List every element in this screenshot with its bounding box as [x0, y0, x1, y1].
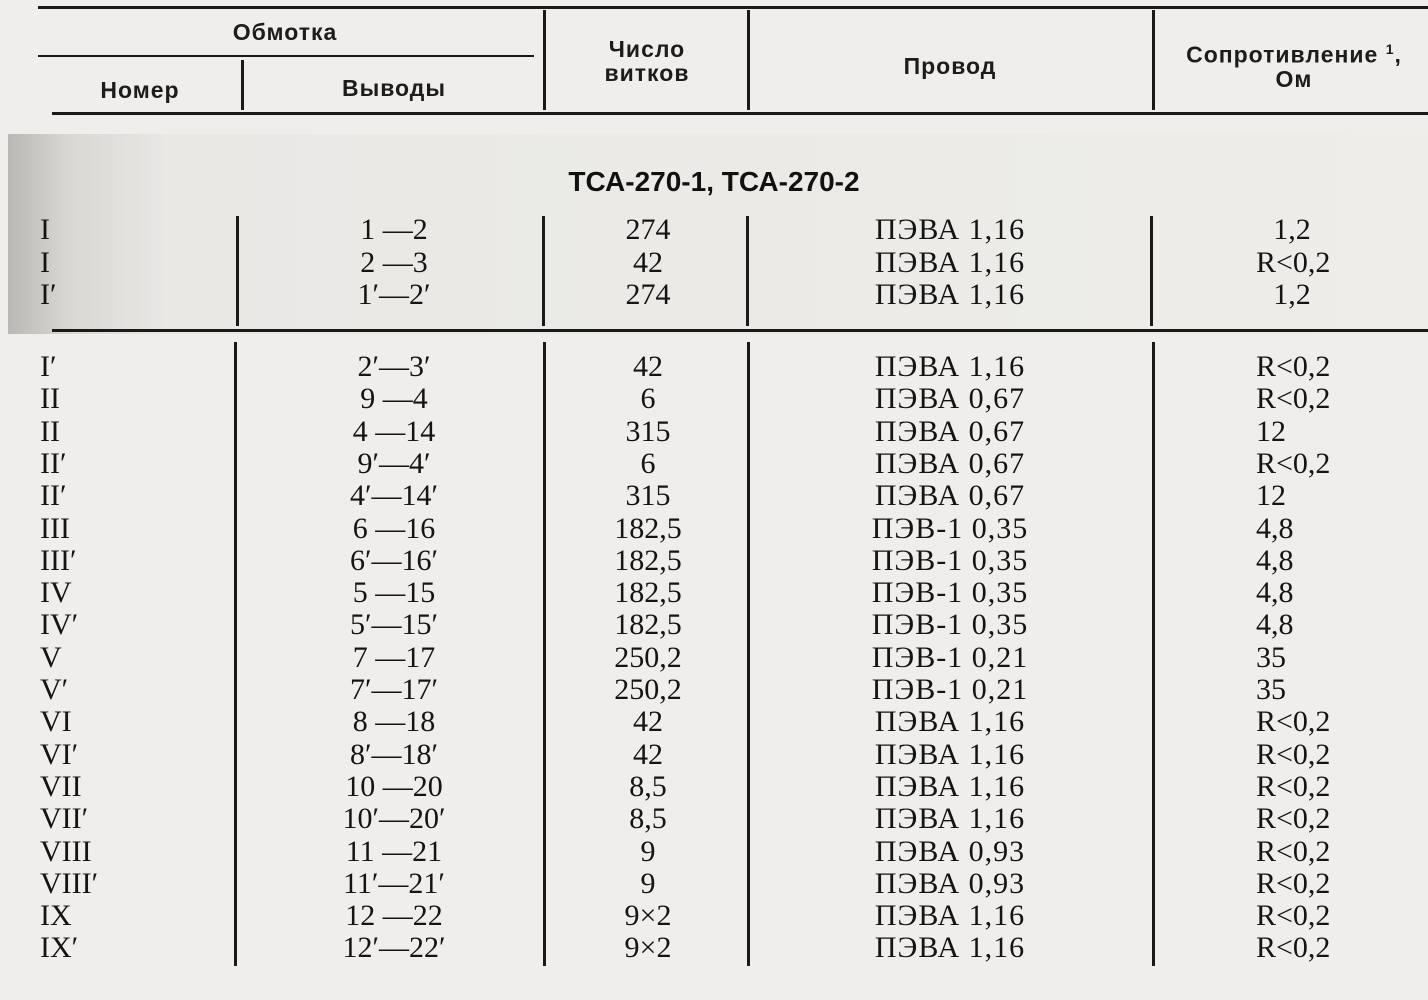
header-divider-wire [1152, 10, 1155, 110]
pins-cell: 1 —2 [360, 213, 428, 246]
pins-cell: 5′—15′ [349, 608, 439, 641]
resistance-cell: R<0,2 [1256, 738, 1331, 771]
table-row [0, 247, 1428, 279]
turns-cell: 8,5 [629, 770, 667, 803]
wire-cell: ПЭВА 1,16 [874, 770, 1026, 803]
turns-cell: 182,5 [614, 544, 682, 577]
wire-cell: ПЭВА 0,67 [874, 415, 1026, 448]
turns-cell: 42 [633, 350, 663, 383]
resistance-cell: R<0,2 [1256, 246, 1331, 279]
pins-cell: 4′—14′ [349, 479, 439, 512]
winding-number-cell: IX′ [40, 931, 79, 964]
wire-cell: ПЭВА 1,16 [874, 899, 1026, 932]
wire-cell: ПЭВА 1,16 [874, 278, 1026, 311]
pins-cell: 11 —21 [345, 835, 443, 868]
winding-number-cell: VII [40, 770, 82, 803]
wire-cell: ПЭВА 0,67 [874, 479, 1026, 512]
winding-number-cell: I′ [40, 278, 57, 311]
pins-cell: 2 —3 [360, 246, 428, 279]
pins-cell: 2′—3′ [357, 350, 431, 383]
wire-cell: ПЭВ-1 0,35 [871, 608, 1029, 641]
pins-cell: 12 —22 [345, 899, 443, 932]
header-resistance-line2: Ом [1275, 65, 1313, 92]
resistance-cell: 12 [1256, 479, 1286, 512]
table-row [0, 279, 1428, 311]
winding-number-cell: VII′ [40, 802, 89, 835]
pins-cell: 6 —16 [352, 512, 436, 545]
winding-number-cell: V [40, 641, 62, 674]
table-row [0, 383, 1428, 415]
turns-cell: 315 [625, 415, 671, 448]
turns-cell: 42 [633, 246, 663, 279]
turns-cell: 42 [633, 705, 663, 738]
turns-cell: 8,5 [629, 802, 667, 835]
winding-number-cell: VI [40, 705, 72, 738]
wire-cell: ПЭВ-1 0,21 [871, 641, 1029, 674]
pins-cell: 6′—16′ [349, 544, 439, 577]
resistance-cell: 12 [1256, 415, 1286, 448]
section-title: ТСА-270-1, ТСА-270-2 [568, 166, 860, 197]
winding-rule [38, 55, 534, 57]
pins-cell: 8′—18′ [349, 738, 439, 771]
resistance-cell: R<0,2 [1256, 802, 1331, 835]
turns-cell: 9 [640, 835, 656, 868]
header-winding: Обмотка [232, 19, 338, 45]
pins-cell: 4 —14 [352, 415, 436, 448]
table-row [0, 577, 1428, 609]
table-row [0, 868, 1428, 900]
header-divider-winding [543, 10, 546, 110]
pins-cell: 8 —18 [352, 705, 436, 738]
table-row [0, 214, 1428, 246]
wire-cell: ПЭВА 0,93 [874, 835, 1026, 868]
pins-cell: 12′—22′ [342, 931, 446, 964]
resistance-cell: R<0,2 [1256, 770, 1331, 803]
wire-cell: ПЭВ-1 0,35 [871, 512, 1029, 545]
pins-cell: 9′—4′ [357, 447, 431, 480]
winding-number-cell: IX [40, 899, 72, 932]
resistance-cell: R<0,2 [1256, 447, 1331, 480]
table-row [0, 739, 1428, 771]
wire-cell: ПЭВА 0,93 [874, 867, 1026, 900]
table-row [0, 609, 1428, 641]
turns-cell: 315 [625, 479, 671, 512]
table-row [0, 513, 1428, 545]
wire-cell: ПЭВА 1,16 [874, 213, 1026, 246]
turns-cell: 274 [625, 213, 671, 246]
table-row [0, 706, 1428, 738]
turns-cell: 182,5 [614, 576, 682, 609]
table-row [0, 642, 1428, 674]
winding-number-cell: I′ [40, 350, 57, 383]
resistance-cell: R<0,2 [1256, 835, 1331, 868]
turns-cell: 9 [640, 867, 656, 900]
turns-cell: 182,5 [614, 512, 682, 545]
wire-cell: ПЭВ-1 0,35 [871, 544, 1029, 577]
header-resistance-note: 1 [1385, 41, 1395, 57]
turns-cell: 274 [625, 278, 671, 311]
wire-cell: ПЭВ-1 0,21 [871, 673, 1029, 706]
header-number: Номер [100, 77, 180, 103]
winding-number-cell: V′ [40, 673, 69, 706]
resistance-cell: 4,8 [1256, 576, 1294, 609]
wire-cell: ПЭВ-1 0,35 [871, 576, 1029, 609]
turns-cell: 42 [633, 738, 663, 771]
header-pins: Выводы [341, 75, 447, 101]
wire-cell: ПЭВА 1,16 [874, 350, 1026, 383]
wire-cell: ПЭВА 1,16 [874, 931, 1026, 964]
resistance-cell: R<0,2 [1256, 350, 1331, 383]
turns-cell: 6 [640, 447, 656, 480]
header-resistance-line1: Сопротивление [1186, 41, 1379, 68]
pins-cell: 9 —4 [360, 382, 428, 415]
turns-cell: 250,2 [614, 673, 682, 706]
resistance-cell: R<0,2 [1256, 705, 1331, 738]
header-turns-line2: витков [604, 60, 690, 86]
winding-number-cell: IV′ [40, 608, 79, 641]
table-row [0, 448, 1428, 480]
resistance-cell: 35 [1256, 673, 1286, 706]
turns-cell: 9×2 [624, 931, 672, 964]
turns-cell: 6 [640, 382, 656, 415]
header-wire: Провод [903, 53, 997, 79]
resistance-cell: 1,2 [1273, 278, 1311, 311]
header-bottom-rule [52, 112, 1428, 115]
table-row [0, 900, 1428, 932]
resistance-cell: R<0,2 [1256, 382, 1331, 415]
winding-number-cell: I [40, 213, 50, 246]
winding-number-cell: VIII [40, 835, 92, 868]
header-turns-line1: Число [608, 36, 686, 62]
table-row [0, 836, 1428, 868]
winding-number-cell: VIII′ [40, 867, 99, 900]
wire-cell: ПЭВА 1,16 [874, 705, 1026, 738]
header-divider-number [241, 60, 244, 110]
section-bottom-rule [52, 329, 1428, 332]
pins-cell: 11′—21′ [342, 867, 445, 900]
winding-number-cell: I [40, 246, 50, 279]
header-resistance: Сопротивление $^1$, Ом [1186, 41, 1402, 92]
wire-cell: ПЭВА 1,16 [874, 802, 1026, 835]
pins-cell: 10′—20′ [342, 802, 446, 835]
resistance-cell: R<0,2 [1256, 899, 1331, 932]
pins-cell: 7 —17 [352, 641, 436, 674]
winding-number-cell: II [40, 382, 60, 415]
resistance-cell: 4,8 [1256, 608, 1294, 641]
pins-cell: 7′—17′ [349, 673, 439, 706]
turns-cell: 182,5 [614, 608, 682, 641]
turns-cell: 9×2 [624, 899, 672, 932]
table-row [0, 545, 1428, 577]
wire-cell: ПЭВА 1,16 [874, 246, 1026, 279]
resistance-cell: 4,8 [1256, 512, 1294, 545]
table-row [0, 803, 1428, 835]
winding-number-cell: VI′ [40, 738, 79, 771]
wire-cell: ПЭВА 0,67 [874, 382, 1026, 415]
turns-cell: 250,2 [614, 641, 682, 674]
resistance-cell: 1,2 [1273, 213, 1311, 246]
top-rule [38, 6, 1428, 9]
pins-cell: 10 —20 [345, 770, 443, 803]
winding-number-cell: III′ [40, 544, 77, 577]
winding-number-cell: III [40, 512, 70, 545]
winding-number-cell: II [40, 415, 60, 448]
winding-number-cell: II′ [40, 479, 67, 512]
table-row [0, 674, 1428, 706]
resistance-cell: 4,8 [1256, 544, 1294, 577]
pins-cell: 1′—2′ [357, 278, 431, 311]
pins-cell: 5 —15 [352, 576, 436, 609]
table-row [0, 932, 1428, 964]
table-row [0, 480, 1428, 512]
resistance-cell: R<0,2 [1256, 867, 1331, 900]
table-row [0, 771, 1428, 803]
winding-number-cell: II′ [40, 447, 67, 480]
resistance-cell: 35 [1256, 641, 1286, 674]
wire-cell: ПЭВА 1,16 [874, 738, 1026, 771]
table-row [0, 351, 1428, 383]
table-row [0, 416, 1428, 448]
header-turns [548, 37, 746, 85]
resistance-cell: R<0,2 [1256, 931, 1331, 964]
winding-number-cell: IV [40, 576, 72, 609]
wire-cell: ПЭВА 0,67 [874, 447, 1026, 480]
